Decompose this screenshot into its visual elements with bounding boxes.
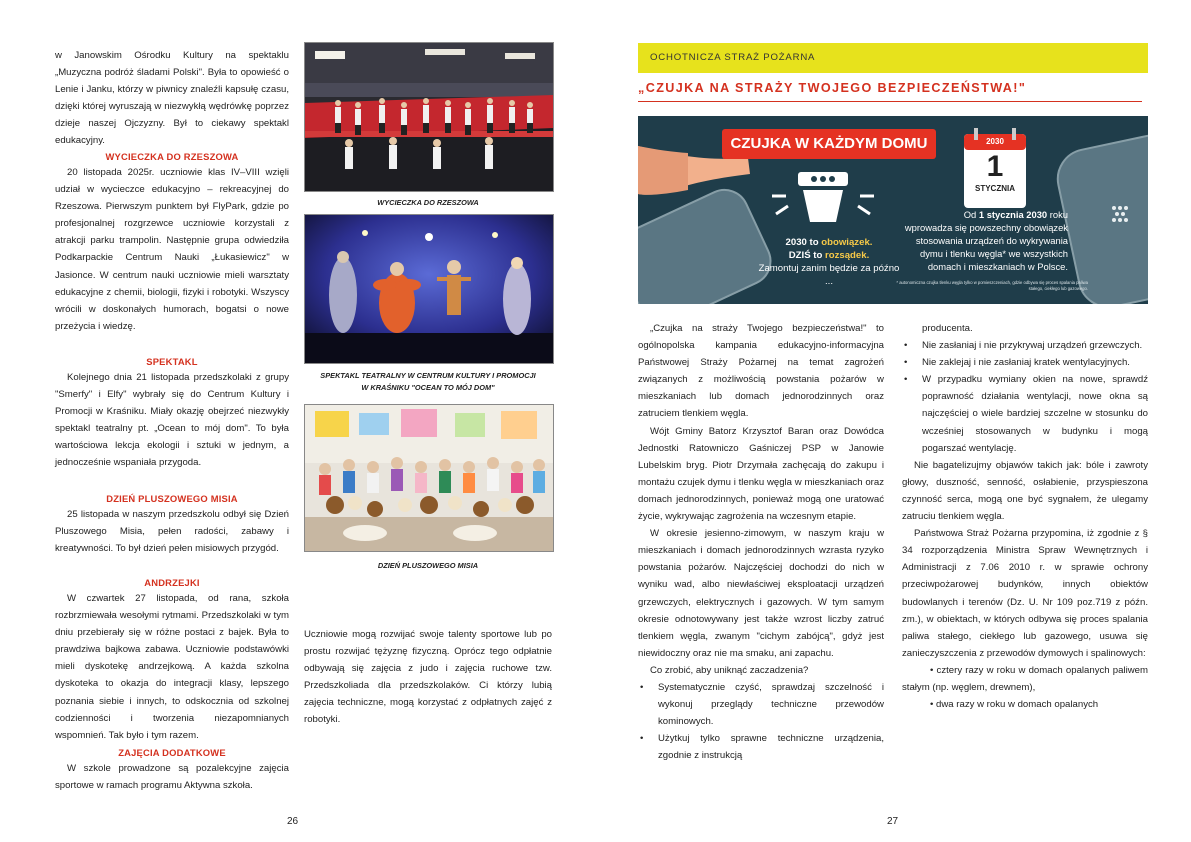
banner-line-2b: rozsądek. (824, 250, 870, 261)
intro-paragraph: w Janowskim Ośrodku Kultury na spektaklu „Muzyczna podróż śladami Polski". Była to opowieść o Lenie i Janku, którzy w piwnicy znaleźli kapsułę czasu, dzięki której wyruszają w niezwykłą wędrówkę poprzez dzieje naszej Ojczyzny. Był to ciekawy spektakl edukacyjny. (55, 50, 289, 147)
teddy-bear-image (305, 405, 553, 551)
banner-headline: CZUJKA W KAŻDYM DOMU (730, 135, 928, 152)
spektakl-block (55, 369, 289, 472)
banner-right-line-2: wprowadza się powszechny obowiązek (904, 222, 1068, 233)
caption-theatre: SPEKTAKL TEATRALNY W CENTRUM KULTURY I PROMOCJI W KRAŚNIKU "OCEAN TO MÓJ DOM" (320, 371, 536, 392)
okres-paragraph: W okresie jesienno-zimowym, w naszym kraju w mieszkaniach i domach jednorodzinnych wzrasta ryzyko powstania pożarów. Najczęściej dochodzi do nich w wyniku wad, albo niewłaściwej eksploatacji urządzeń grzewczych, elektrycznych i gazowych. W tym samym okresie odnotowywany jest także wzrost liczby zatruć tlenkiem węgla, zwanym "cichym zabójcą", gdyż jest niewidoczny oraz nie ma smaku, ani zapachu. (638, 528, 884, 659)
banner-right-line-5: domach i mieszkaniach w Polsce. (927, 261, 1068, 272)
photo-trampoline-park (304, 42, 554, 192)
advice-item: • Użytkuj tylko sprawne techniczne urządzenia, zgodnie z instrukcją (638, 730, 884, 764)
caption-trampoline: WYCIECZKA DO RZESZOWA (377, 198, 479, 207)
calendar-year: 2030 (986, 137, 1004, 146)
title-underline (638, 101, 1142, 102)
banner-right-1b: 1 stycznia 2030 (978, 209, 1048, 220)
zajecia-block (55, 760, 289, 794)
advice-item: • W przypadku wymiany okien na nowe, sprawdź poprawność działania wentylacji, nowe okna są najczęściej o wiele bardziej szczelne w stosunku do wcześniej stosowanych w budynku i mogą pogarszać wentylację. (902, 371, 1148, 456)
banner-right-1a: Od (963, 209, 979, 220)
heading-zajecia: ZAJĘCIA DODATKOWE (118, 747, 226, 758)
section-label: OCHOTNICZA STRAŻ POŻARNA (650, 52, 816, 63)
banner-line-2a: DZIŚ to (788, 250, 825, 261)
section-label-bar (638, 43, 1148, 73)
banner-line-1 (756, 236, 902, 249)
heading-spektakl: SPEKTAKL (146, 356, 198, 367)
calendar-day: 1 (986, 150, 1004, 183)
right-column-2 (902, 320, 1148, 713)
symptoms-paragraph: Nie bagatelizujmy objawów takich jak: bóle i zawroty głowy, duszność, senność, osłabienie, przyspieszona czynność serca, mogą one być sygnałem, że ulegamy zatruciu tlenkiem węgla. (902, 459, 1148, 523)
trampoline-park-image (305, 43, 553, 191)
page-number-left: 26 (287, 816, 299, 827)
caption-teddy-bear: DZIEŃ PLUSZOWEGO MISIA (377, 561, 479, 570)
andrzejki-block (55, 590, 289, 744)
banner-right-line-1 (892, 208, 1068, 221)
frequency-item-2: • dwa razy w roku w domach opalanych (930, 699, 1099, 711)
advice-list-1 (638, 679, 884, 764)
photo-theatre (304, 214, 554, 364)
wojt-paragraph: Wójt Gminy Batorz Krzysztof Baran oraz Dowódca Jednostki Ratowniczo Gaśniczej PSP w Janowie Lubelskim bryg. Piotr Drzymała zachęcają do zakupu i montażu czujek dymu i tlenku węgla w mieszkaniach oraz domach jednorodzinnych, ponieważ mogą one uratować życie, wykrywając zagrożenia na wczesnym etapie. (638, 425, 884, 523)
banner-right-text (892, 208, 1068, 273)
right-column-1 (638, 320, 884, 764)
dzien-misia-block (55, 506, 289, 557)
theatre-image (305, 215, 553, 363)
banner-line-3: Zamontuj zanim będzie za późno ... (758, 263, 900, 287)
banner-right-1c: roku (1047, 209, 1068, 220)
article-title: „CZUJKA NA STRAŻY TWOJEGO BEZPIECZEŃSTWA!" (638, 81, 1027, 95)
frequency-item-1: • cztery razy w roku w domach opalanych paliwem stałym (np. węglem, drewnem), (902, 664, 1148, 693)
banner-line-2 (756, 249, 902, 262)
banner-line-1a: 2030 to (785, 237, 822, 248)
photo-teddy-bear-day (304, 404, 554, 552)
banner-right-line-4: dymu i tlenku węgla* we wszystkich (920, 248, 1068, 259)
continued-text: producenta. (922, 323, 973, 334)
calendar-month: STYCZNIA (975, 184, 1015, 193)
wycieczka-paragraph: 20 listopada 2025r. uczniowie klas IV–VIII wzięli udział w wycieczce edukacyjno – rekreacyjnej do Rzeszowa. Pierwszym punktem był FlyPark, gdzie po profesjonalnej rozgrzewce uczniowie korzystali z atrakcji parku trampolin. Następnie grupa odwiedziła Podkarpackie Centrum Nauki „Łukasiewicz" w Jasionce. W centrum nauki uczniowie mieli warsztaty edukacyjne z chemii, biologii, fizyki i robotyki. Wszyscy wrócili w doskonałych humorach, bogatsi o nowe przeżycia i wiedzę. (55, 167, 289, 332)
andrzejki-paragraph: W czwartek 27 listopada, od rana, szkoła rozbrzmiewała wesołymi rytmami. Przedszkolaki w tym dniu przebierały się w różne postaci z bajek. Była to prawdziwa bajkowa zabawa. Uczniowie podstawówki mieli dyskotekę andrzejkową. A każda szkolna dyskoteka to okazja do integracji klasy, lepszego poznania siebie i innych, to odskocznia od szkolnej codzienności i tworzenia niezapomnianych wspomnień. Tak było i tym razem. (55, 593, 289, 741)
question-paragraph: Co zrobić, aby uniknąć zaczadzenia? (650, 664, 809, 676)
campaign-banner (638, 116, 1148, 304)
banner-footnote: * autonomiczna czujka tlenku węgla tylko w pomieszczeniach, gdzie odbywa się proces spalania paliwa stałego, ciekłego lub gazowego. (896, 280, 1088, 291)
banner-left-text (756, 236, 902, 288)
left-column-1 (55, 47, 289, 150)
heading-dzien-misia: DZIEŃ PLUSZOWEGO MISIA (106, 493, 238, 504)
page-number-right: 27 (887, 816, 899, 827)
banner-line-1b: obowiązek. (821, 237, 873, 248)
spektakl-paragraph: Kolejnego dnia 21 listopada przedszkolaki z grupy "Smerfy" i Elfy" wybrały się do Centrum Kultury i Promocji w Kraśniku. Miały okazję obejrzeć niezwykły spektakl teatralny pt. „Ocean to mój dom". To była wartościowa lekcja ekologii i sztuki w jednym, a jednocześnie wspaniała przygoda. (55, 372, 289, 469)
dzien-misia-paragraph: 25 listopada w naszym przedszkolu odbył się Dzień Pluszowego Misia, pełen radości, zabawy i kreatywności. To był dzień pełen misiowych przygód. (55, 509, 289, 555)
advice-item: • Nie zasłaniaj i nie przykrywaj urządzeń grzewczych. (902, 337, 1148, 354)
advice-list-2 (902, 337, 1148, 457)
kampania-paragraph: „Czujka na straży Twojego bezpieczeństwa!" to ogólnopolska kampania edukacyjno-informacyjna Państwowej Straży Pożarnej na temat zagrożeń związanych z możliwością powstania pożarów w mieszkaniach lub domach jednorodzinnych oraz zatruciem tlenkiem węgla. (638, 323, 884, 420)
regulation-paragraph: Państwowa Straż Pożarna przypomina, iż zgodnie z § 34 rozporządzenia Ministra Spraw Wewnętrznych i Administracji z 7.06 2010 r. w sprawie ochrony przeciwpożarowej budynków, innych obiektów budowlanych i terenów (Dz. U. Nr 109 poz.719 z późn. zm.), w obiektach, w których odbywa się proces spalania paliwa stałego, ciekłego lub gazowego, usuwa się zanieczyszczenia z przewodów dymowych i spalinowych: (902, 528, 1148, 659)
banner-right-line-3: stosowania urządzeń do wykrywania (915, 235, 1068, 246)
heading-wycieczka: WYCIECZKA DO RZESZOWA (105, 151, 239, 162)
banner-headline-box (722, 129, 936, 159)
heading-andrzejki: ANDRZEJKI (144, 577, 200, 588)
wycieczka-block (55, 164, 289, 335)
sport-paragraph: Uczniowie mogą rozwijać swoje talenty sportowe lub po prostu rozwijać tężyznę fizyczną. Oprócz tego odpłatnie odbywają się zajęcia z judo i zajęcia ruchowe tzw. Przedszkoliada dla przedszkolaków. Ci którzy lubią zajęcia techniczne, mogą korzystać z odpłatnych zajęć z robotyki. (304, 629, 552, 726)
zajecia-paragraph: W szkole prowadzone są pozalekcyjne zajęcia sportowe w ramach programu Aktywna szkoła. (55, 763, 289, 792)
left-column-2 (304, 626, 552, 729)
advice-item: • Systematycznie czyść, sprawdzaj szczelność i wykonuj przeglądy techniczne przewodów kominowych. (638, 679, 884, 730)
advice-item: • Nie zaklejaj i nie zasłaniaj kratek wentylacyjnych. (902, 354, 1148, 371)
